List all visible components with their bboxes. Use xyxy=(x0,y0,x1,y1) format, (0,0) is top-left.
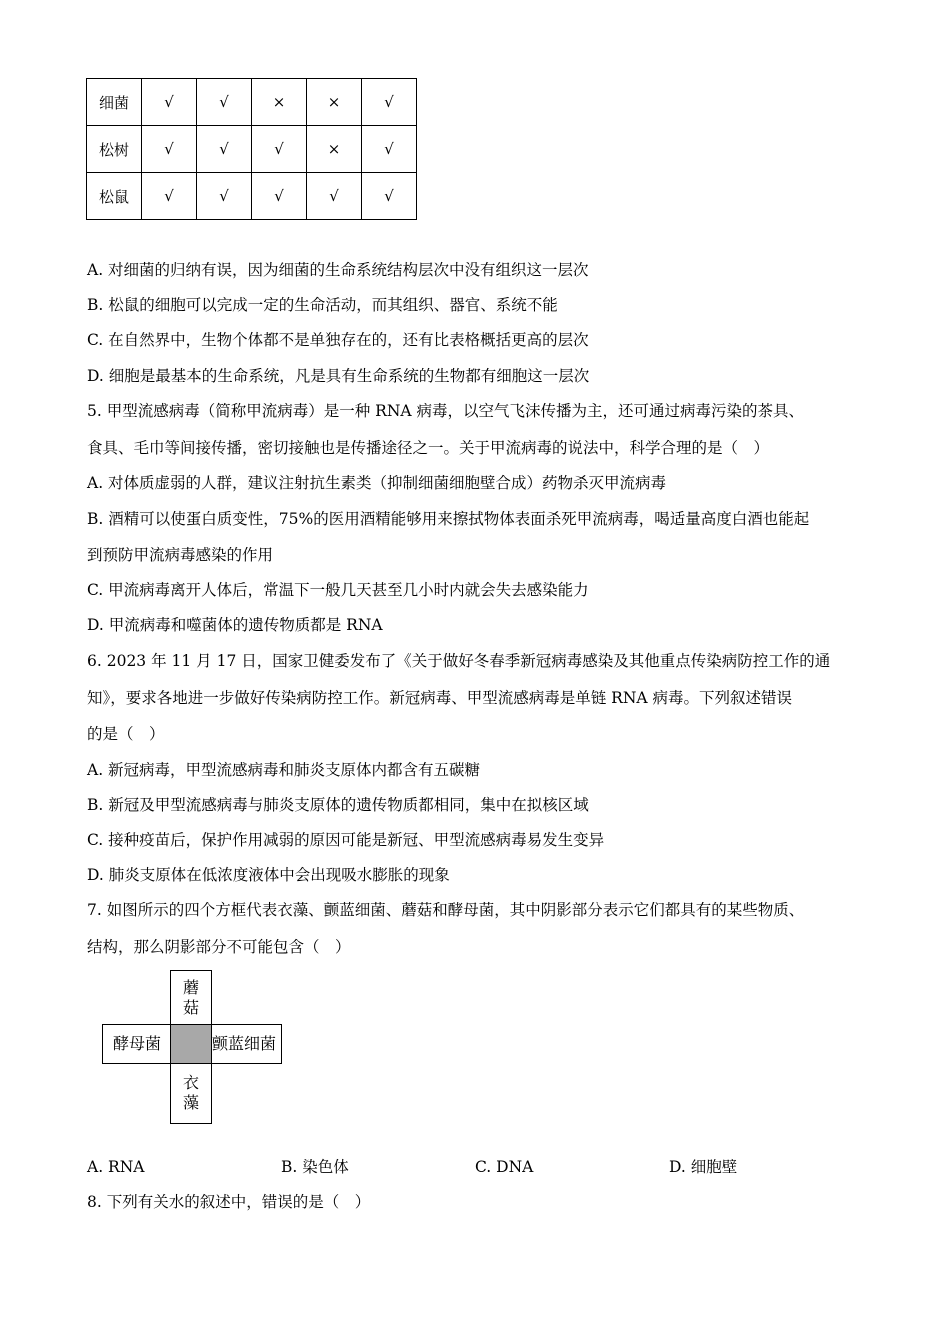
q7-option-c: C. DNA xyxy=(475,1158,534,1176)
q5-stem-line2: 食具、毛巾等间接传播，密切接触也是传播途径之一。关于甲流病毒的说法中，科学合理的是（ ） xyxy=(87,439,770,457)
yeast-label: 酵母菌 xyxy=(112,1034,161,1053)
q4-option-d: D. 细胞是最基本的生命系统，凡是具有生命系统的生物都有细胞这一层次 xyxy=(87,367,590,385)
table-cell: √ xyxy=(252,126,307,173)
table-cell: √ xyxy=(307,173,362,220)
table-cell: × xyxy=(307,79,362,126)
cyanobacteria-label: 颤蓝细菌 xyxy=(212,1034,277,1053)
shaded-overlap xyxy=(170,1024,212,1064)
q4-option-b: B. 松鼠的细胞可以完成一定的生命活动，而其组织、器官、系统不能 xyxy=(87,296,558,314)
q8-stem: 8. 下列有关水的叙述中，错误的是（ ） xyxy=(87,1193,371,1211)
table-cell: × xyxy=(307,126,362,173)
q5-option-c: C. 甲流病毒离开人体后，常温下一般几天甚至几小时内就会失去感染能力 xyxy=(87,581,589,599)
row-header: 松鼠 xyxy=(87,173,142,220)
q5-option-a: A. 对体质虚弱的人群，建议注射抗生素类（抑制细菌细胞壁合成）药物杀灭甲流病毒 xyxy=(87,474,667,492)
q7-option-d: D. 细胞壁 xyxy=(669,1158,738,1176)
q7-option-a: A. RNA xyxy=(87,1158,145,1176)
q6-option-b: B. 新冠及甲型流感病毒与肺炎支原体的遗传物质都相同，集中在拟核区域 xyxy=(87,796,589,814)
q4-option-c: C. 在自然界中，生物个体都不是单独存在的，还有比表格概括更高的层次 xyxy=(87,331,589,349)
cyanobacteria-box xyxy=(210,1024,282,1064)
row-header: 细菌 xyxy=(87,79,142,126)
table-cell: √ xyxy=(362,126,417,173)
mushroom-box xyxy=(170,970,212,1026)
comparison-table xyxy=(86,78,417,220)
q7-stem-line1: 7. 如图所示的四个方框代表衣藻、颤蓝细菌、蘑菇和酵母菌，其中阴影部分表示它们都具有的某些物质、 xyxy=(87,901,805,919)
table-cell: √ xyxy=(142,126,197,173)
table-row xyxy=(87,173,417,220)
table-cell: √ xyxy=(197,79,252,126)
table-cell: √ xyxy=(142,173,197,220)
q5-option-d: D. 甲流病毒和噬菌体的遗传物质都是 RNA xyxy=(87,616,383,634)
q6-option-d: D. 肺炎支原体在低浓度液体中会出现吸水膨胀的现象 xyxy=(87,866,450,884)
q6-stem-line3: 的是（ ） xyxy=(87,725,165,743)
chlamydomonas-box xyxy=(170,1062,212,1124)
table-cell: √ xyxy=(142,79,197,126)
q7-stem-line2: 结构，那么阴影部分不可能包含（ ） xyxy=(87,938,351,956)
table-cell: × xyxy=(252,79,307,126)
q6-stem-line1: 6. 2023 年 11 月 17 日，国家卫健委发布了《关于做好冬春季新冠病毒感染及其他重点传染病防控工作的通 xyxy=(87,652,831,670)
mushroom-label-2: 菇 xyxy=(182,998,199,1017)
q5-option-b-line1: B. 酒精可以使蛋白质变性，75%的医用酒精能够用来擦拭物体表面杀死甲流病毒，喝适量高度白酒也能起 xyxy=(87,510,810,528)
q4-option-a: A. 对细菌的归纳有误，因为细菌的生命系统结构层次中没有组织这一层次 xyxy=(87,261,589,279)
q6-option-c: C. 接种疫苗后，保护作用减弱的原因可能是新冠、甲型流感病毒易发生变异 xyxy=(87,831,605,849)
table-cell: √ xyxy=(252,173,307,220)
chlamydomonas-label-1: 衣 xyxy=(182,1073,199,1092)
chlamydomonas-label-2: 藻 xyxy=(182,1093,199,1112)
row-header: 松树 xyxy=(87,126,142,173)
q6-option-a: A. 新冠病毒，甲型流感病毒和肺炎支原体内都含有五碳糖 xyxy=(87,761,481,779)
table-cell: √ xyxy=(362,173,417,220)
q6-stem-line2: 知》，要求各地进一步做好传染病防控工作。新冠病毒、甲型流感病毒是单链 RNA 病毒。下列叙述错误 xyxy=(87,689,793,707)
table-cell: √ xyxy=(197,173,252,220)
q5-option-b-line2: 到预防甲流病毒感染的作用 xyxy=(87,546,274,564)
table-cell: √ xyxy=(362,79,417,126)
table-row xyxy=(87,126,417,173)
yeast-box xyxy=(102,1024,172,1064)
table-cell: √ xyxy=(197,126,252,173)
q5-stem-line1: 5. 甲型流感病毒（简称甲流病毒）是一种 RNA 病毒，以空气飞沫传播为主，还可通过病毒污染的茶具、 xyxy=(87,402,804,420)
q7-option-b: B. 染色体 xyxy=(281,1158,349,1176)
table-row xyxy=(87,79,417,126)
mushroom-label-1: 蘑 xyxy=(182,978,199,997)
